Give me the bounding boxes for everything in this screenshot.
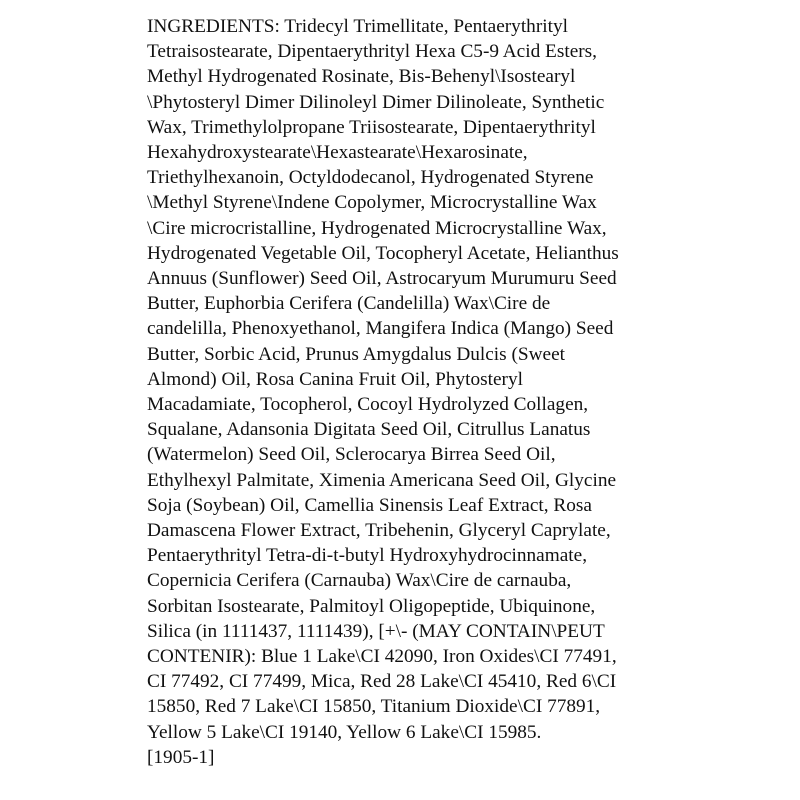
- ingredients-line: Butter, Sorbic Acid, Prunus Amygdalus Dulcis (Sweet: [147, 343, 566, 365]
- ingredients-line: Squalane, Adansonia Digitata Seed Oil, Citrullus Lanatus: [147, 419, 591, 441]
- ingredients-line: Tetraisostearate, Dipentaerythrityl Hexa C5-9 Acid Esters,: [147, 41, 598, 63]
- ingredients-line: Yellow 5 Lake\CI 19140, Yellow 6 Lake\CI 15985.: [147, 721, 542, 743]
- ingredients-line: \Cire microcristalline, Hydrogenated Microcrystalline Wax,: [147, 217, 607, 239]
- ingredients-line: Almond) Oil, Rosa Canina Fruit Oil, Phytosteryl: [147, 368, 523, 390]
- ingredients-line: Sorbitan Isostearate, Palmitoyl Oligopeptide, Ubiquinone,: [147, 595, 596, 617]
- ingredients-line: Annuus (Sunflower) Seed Oil, Astrocaryum Murumuru Seed: [147, 268, 617, 290]
- ingredients-line: Copernicia Cerifera (Carnauba) Wax\Cire de carnauba,: [147, 570, 572, 592]
- ingredients-line: Damascena Flower Extract, Tribehenin, Glyceryl Caprylate,: [147, 520, 611, 542]
- ingredients-line: INGREDIENTS: Tridecyl Trimellitate, Pentaerythrityl: [147, 16, 568, 37]
- ingredients-line: Methyl Hydrogenated Rosinate, Bis-Behenyl\Isostearyl: [147, 66, 576, 88]
- ingredients-line: Triethylhexanoin, Octyldodecanol, Hydrogenated Styrene: [147, 167, 594, 189]
- ingredients-line: Pentaerythrityl Tetra-di-t-butyl Hydroxyhydrocinnamate,: [147, 545, 588, 567]
- ingredients-line: Hexahydroxystearate\Hexastearate\Hexarosinate,: [147, 142, 528, 164]
- ingredients-line: CONTENIR): Blue 1 Lake\CI 42090, Iron Oxides\CI 77491,: [147, 646, 617, 668]
- ingredients-line: candelilla, Phenoxyethanol, Mangifera Indica (Mango) Seed: [147, 318, 614, 340]
- ingredients-line: \Phytosteryl Dimer Dilinoleyl Dimer Dilinoleate, Synthetic: [147, 91, 605, 113]
- ingredients-line: Soja (Soybean) Oil, Camellia Sinensis Leaf Extract, Rosa: [147, 494, 592, 516]
- ingredients-line: [1905-1]: [147, 746, 215, 768]
- ingredients-line: 15850, Red 7 Lake\CI 15850, Titanium Dioxide\CI 77891,: [147, 696, 601, 718]
- ingredients-line: CI 77492, CI 77499, Mica, Red 28 Lake\CI 45410, Red 6\CI: [147, 671, 617, 693]
- ingredients-line: Hydrogenated Vegetable Oil, Tocopheryl Acetate, Helianthus: [147, 242, 619, 264]
- ingredients-line: \Methyl Styrene\Indene Copolymer, Microcrystalline Wax: [147, 192, 597, 214]
- ingredients-line: Ethylhexyl Palmitate, Ximenia Americana Seed Oil, Glycine: [147, 469, 617, 491]
- ingredients-line: Macadamiate, Tocopherol, Cocoyl Hydrolyzed Collagen,: [147, 394, 589, 416]
- ingredients-line: Wax, Trimethylolpropane Triisostearate, Dipentaerythrityl: [147, 116, 596, 138]
- ingredients-line: (Watermelon) Seed Oil, Sclerocarya Birrea Seed Oil,: [147, 444, 556, 466]
- ingredients-line: Butter, Euphorbia Cerifera (Candelilla) Wax\Cire de: [147, 293, 551, 315]
- ingredients-line: Silica (in 1111437, 1111439), [+\- (MAY CONTAIN\PEUT: [147, 620, 605, 642]
- ingredients-text: [147, 14, 667, 770]
